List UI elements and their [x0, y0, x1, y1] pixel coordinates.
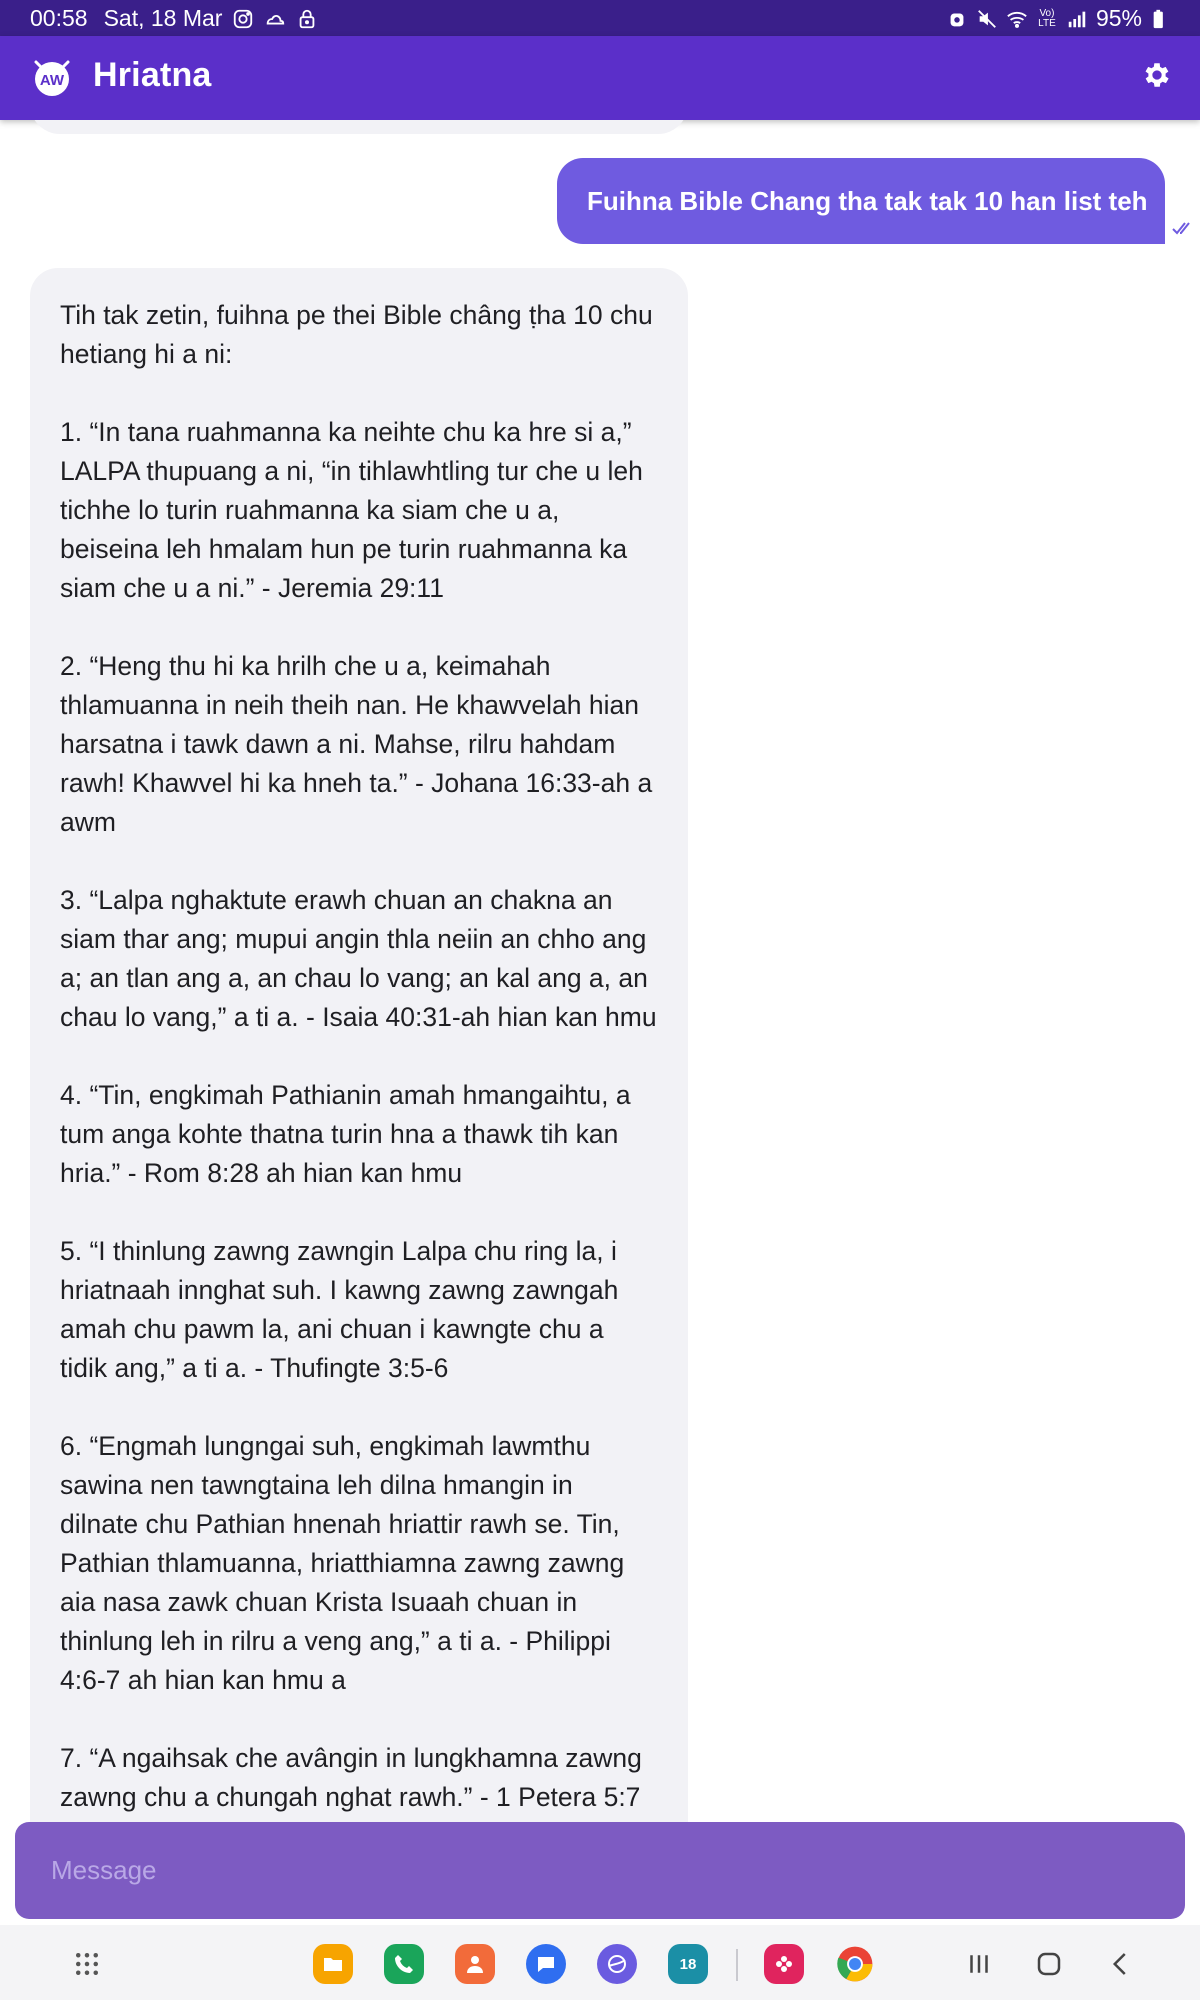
assistant-paragraph: 5. “I thinlung zawng zawngin Lalpa chu ring la, i hriatnaah innghat suh. I kawng zawng zawngah amah chu pawm la, ani chuan i kawngte chu a tidik ang,” a ti a. - Thufingte 3:5-6 [60, 1236, 619, 1383]
lock-icon [296, 8, 318, 30]
assistant-paragraph: 4. “Tin, engkimah Pathianin amah hmangaihtu, a tum anga kohte thatna turin hna a thawk tih kan hria.” - Rom 8:28 ah hian kan hmu [60, 1080, 631, 1188]
wifi-icon [1006, 8, 1028, 30]
assistant-paragraph: Tih tak zetin, fuihna pe thei Bible châng ṭha 10 chu hetiang hi a ni: [60, 300, 653, 369]
assistant-paragraph: 2. “Heng thu hi ka hrilh che u a, keimahah thlamuanna in neih theih nan. He khawvelah hian harsatna i tawk dawn a ni. Mahse, rilru hahdam rawh! Khawvel hi ka hneh ta.” - Johana 16:33-ah a awm [60, 651, 653, 837]
back-icon[interactable] [1100, 1943, 1142, 1985]
nav-divider [736, 1949, 738, 1981]
app-title: Hriatna [93, 56, 212, 94]
user-message-bubble[interactable] [557, 158, 1165, 244]
user-message-text: Fuihna Bible Chang tha tak tak 10 han list teh [587, 185, 1148, 216]
svg-text:AW: AW [39, 72, 65, 89]
assistant-paragraph: 7. “A ngaihsak che avângin in lungkhamna zawng zawng chu a chungah nghat rawh.” - 1 Petera 5:7 [60, 1743, 642, 1812]
calendar-date: 18 [679, 1955, 697, 1973]
signal-icon [1066, 8, 1088, 30]
assistant-paragraph: 3. “Lalpa nghaktute erawh chuan an chakna an siam thar ang; mupui angin thla neiin an chho ang a; an tlan ang a, an chau lo vang; an kal ang a, an chau lo vang,” a ti a. - Isaia 40:31-ah hian kan hmu [60, 885, 657, 1032]
previous-message-bubble [30, 120, 688, 134]
battery-percent: 95% [1095, 5, 1142, 31]
calendar-icon[interactable] [667, 1943, 709, 1985]
settings-button[interactable] [1136, 56, 1178, 98]
app-bar [0, 36, 1200, 120]
contacts-icon[interactable] [454, 1943, 496, 1985]
message-input[interactable] [51, 1855, 1131, 1886]
gear-icon [1141, 59, 1173, 96]
status-time: 00:58 [30, 5, 88, 31]
chrome-icon[interactable] [834, 1943, 876, 1985]
app-drawer-icon[interactable] [66, 1943, 108, 1985]
recent-apps-icon[interactable] [958, 1943, 1000, 1985]
cloud-icon [264, 8, 286, 30]
navigation-bar [0, 1925, 1200, 2000]
status-bar [0, 0, 1200, 36]
alarm-icon [946, 8, 968, 30]
battery-icon [1150, 8, 1172, 30]
assistant-paragraph: 6. “Engmah lungngai suh, engkimah lawmthu sawina nen tawngtaina leh dilna hmangin in dilnate chu Pathian hnenah hriattir rawh se. Tin, Pathian thlamuanna, hriatthiamna zawng zawng aia nasa zawk chuan Krista Isuaah chuan in thinlung leh in rilru a veng ang,” a ti a. - Philippi 4:6-7 ah hian kan hmu a [60, 1431, 625, 1695]
instagram-icon [232, 8, 254, 30]
assistant-message-bubble[interactable] [30, 268, 688, 1822]
my-files-icon[interactable] [312, 1943, 354, 1985]
volte-icon: Vo) LTE [1038, 7, 1056, 29]
internet-icon[interactable] [596, 1943, 638, 1985]
home-icon[interactable] [1028, 1943, 1070, 1985]
app-logo [30, 54, 74, 98]
message-composer [15, 1822, 1185, 1919]
chat-area[interactable] [0, 120, 1200, 1822]
messages-icon[interactable] [525, 1943, 567, 1985]
assistant-paragraph: 1. “In tana ruahmanna ka neihte chu ka hre si a,” LALPA thupuang a ni, “in tihlawhtling tur che u leh tichhe lo turin ruahmanna ka siam che u a, beiseina leh hmalam hun pe turin ruahmanna ka siam che u a ni.” - Jeremia 29:11 [60, 417, 643, 603]
mute-icon [976, 8, 998, 30]
status-date: Sat, 18 Mar [103, 5, 223, 31]
gallery-icon[interactable] [763, 1943, 805, 1985]
phone-app-icon[interactable] [383, 1943, 425, 1985]
double-check-icon [1172, 220, 1194, 236]
